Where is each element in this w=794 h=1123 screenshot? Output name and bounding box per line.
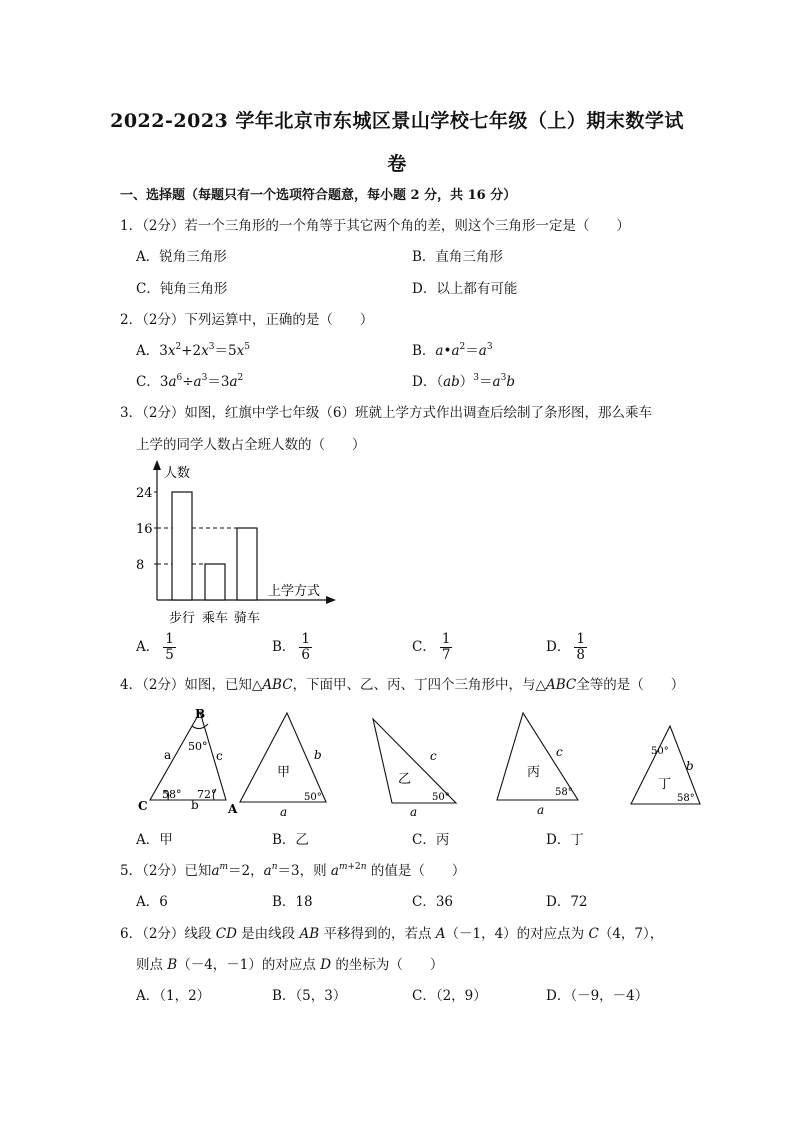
label-B: B <box>195 707 206 721</box>
jia-angle: 50° <box>304 792 322 803</box>
angle-72: 72° <box>197 788 217 801</box>
bar-3 <box>237 528 257 600</box>
ding-angle-58: 58° <box>677 793 695 804</box>
label-a: a <box>164 748 172 762</box>
y-tick-label: 8 <box>136 558 145 573</box>
q4-stem: 4．（2分）如图，已知△ABC，下面甲、乙、丙、丁四个三角形中，与△ABC全等的是（ ） <box>120 677 685 693</box>
q3-stem-line1: 3．（2分）如图，红旗中学七年级（6）班就上学方式作出调查后绘制了条形图，那么乘车 <box>120 405 653 421</box>
q1-option-a: A．锐角三角形 <box>136 249 227 265</box>
jia-label: 甲 <box>277 765 291 780</box>
y-axis-arrow <box>153 460 161 470</box>
q4-option-d: D．丁 <box>546 832 584 848</box>
q3-option-b: B． $\frac{1}{6}$ <box>272 631 311 663</box>
bar-chart <box>130 460 340 630</box>
yi-side-a: a <box>410 805 418 819</box>
q6-option-d: D．（－9，－4） <box>546 988 649 1004</box>
yi-angle: 50° <box>432 792 450 803</box>
angle-50: 50° <box>188 740 208 753</box>
triangle-yi <box>373 719 456 803</box>
bing-label: 丙 <box>527 765 541 780</box>
ding-side-b: b <box>686 759 694 773</box>
category-label: 步行 <box>168 611 196 626</box>
q2-option-a: A．$3x^2+2x^3=5x^5$ <box>136 342 250 359</box>
q2-option-c: C．$3a^6\div a^3=3a^2$ <box>136 373 244 390</box>
q1-option-b: B．直角三角形 <box>412 249 503 265</box>
label-A: A <box>228 802 238 816</box>
q1-stem: 1．（2分）若一个三角形的一个角等于其它两个角的差，则这个三角形一定是（ ） <box>120 218 630 234</box>
label-c: c <box>216 749 223 763</box>
q2-stem: 2．（2分）下列运算中，正确的是（ ） <box>120 312 374 328</box>
x-axis-label: 上学方式 <box>268 584 321 599</box>
ding-angle-50: 50° <box>651 746 669 757</box>
q1-option-c: C．钝角三角形 <box>136 281 228 297</box>
q6-option-b: B．（5，3） <box>272 988 347 1004</box>
q6-option-a: A．（1，2） <box>136 988 211 1004</box>
q5-option-d: D．72 <box>546 894 588 910</box>
q5-option-b: B．18 <box>272 894 313 910</box>
jia-side-b: b <box>314 748 322 762</box>
exam-title-line1: 2022-2023 学年北京市东城区景山学校七年级（上）期末数学试 <box>110 110 684 132</box>
q5-option-c: C．36 <box>412 894 454 910</box>
bing-side-c: c <box>556 745 563 759</box>
exam-title-line2: 卷 <box>387 153 407 175</box>
q5-stem: 5．（2分）已知$a^m=2$，$a^n=3$，则 $a^{m+2n}$ 的值是（ ） <box>120 862 466 879</box>
q2-option-d: D．$(ab)^3=a^3b$ <box>412 373 515 390</box>
bar-2 <box>205 564 225 600</box>
y-axis-label: 人数 <box>164 466 191 481</box>
q4-option-c: C．丙 <box>412 832 450 848</box>
q3-option-c: C． $\frac{1}{7}$ <box>412 631 451 663</box>
q5-option-a: A．6 <box>136 894 168 910</box>
label-C: C <box>138 799 148 813</box>
q6-stem-line1: 6．（2分）线段 CD 是由线段 AB 平移得到的，若点 A（－1，4）的对应点为 C（4，7）， <box>120 926 664 942</box>
q3-option-a: A． $\frac{1}{5}$ <box>136 631 174 663</box>
q6-option-c: C．（2，9） <box>412 988 487 1004</box>
y-tick-label: 24 <box>136 486 153 501</box>
y-tick-label: 16 <box>136 522 153 537</box>
section-heading: 一、选择题（每题只有一个选项符合题意，每小题 2 分，共 16 分） <box>120 188 517 203</box>
q3-option-d: D． $\frac{1}{8}$ <box>546 631 585 663</box>
q2-option-b: B．$a•a^2=a^3$ <box>412 342 493 359</box>
label-b: b <box>191 798 199 812</box>
q4-option-b: B．乙 <box>272 832 309 848</box>
x-axis-arrow <box>326 596 336 604</box>
triangle-abc <box>150 712 226 800</box>
bar-1 <box>172 492 192 600</box>
category-label: 乘车 <box>201 611 229 626</box>
q4-figures <box>130 702 720 824</box>
angle-58: 58° <box>162 788 182 801</box>
yi-label: 乙 <box>398 772 412 787</box>
q6-stem-line2: 则点 B（－4，－1）的对应点 D 的坐标为（ ） <box>136 957 444 973</box>
yi-side-c: c <box>430 749 437 763</box>
category-label: 骑车 <box>233 611 261 626</box>
ding-label: 丁 <box>658 777 672 792</box>
q1-option-d: D．以上都有可能 <box>412 281 518 297</box>
bing-angle: 58° <box>555 787 573 798</box>
q4-option-a: A．甲 <box>136 832 173 848</box>
bing-side-a: a <box>537 803 545 817</box>
jia-side-a: a <box>280 805 288 819</box>
q3-stem-line2: 上学的同学人数占全班人数的（ ） <box>136 437 366 453</box>
